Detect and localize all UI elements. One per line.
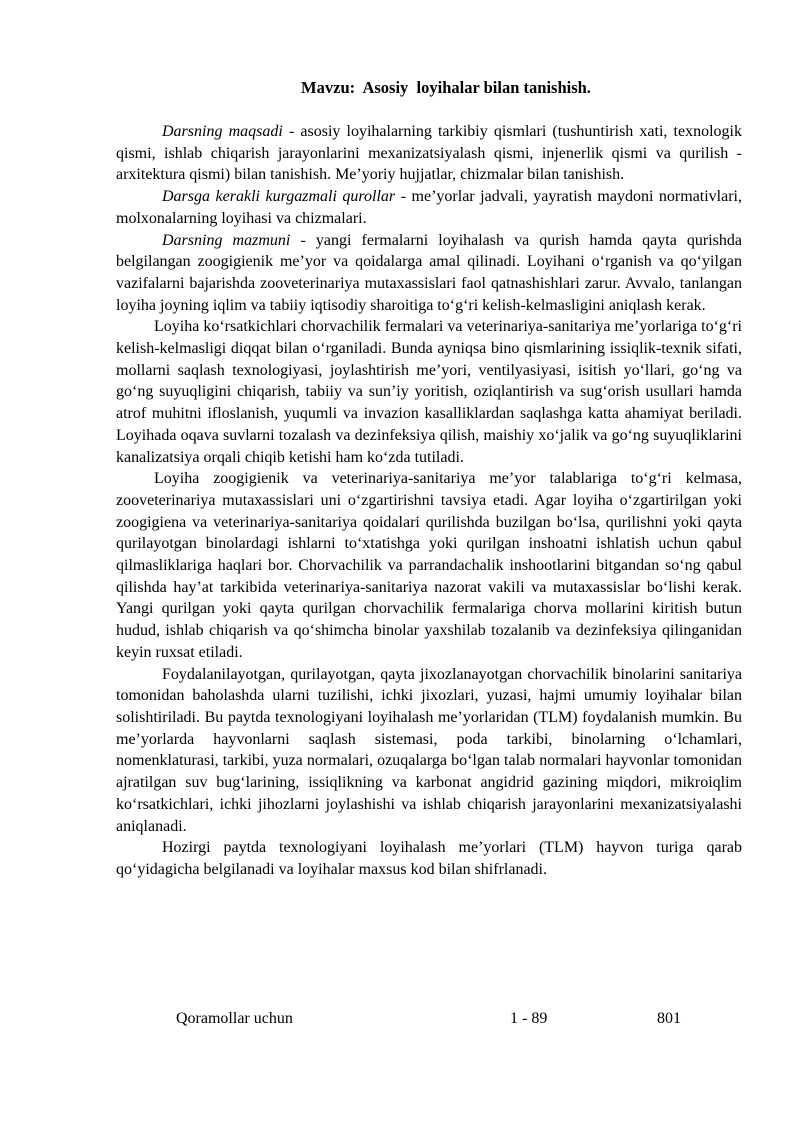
paragraph-text: Loyiha zoogigienik va veterinariya-sanitariya me’yor talablariga to‘g‘ri kelmasa, zooveterinariya mutaxassislari uni o‘zgartirishni tavsiya etadi. Agar loyiha o‘zgartirilgan yoki zoogigiena va veterinariya-sanitariya qoidalari qurilishda buzilgan bo‘lsa, qurilishni yoki qayta qurilayotgan binolardagi ishlarni to‘xtatishga yoki qurilgan inshoatni ishlatish uchun qabul qilmasliklariga haqlari bor. Chorvachilik va parrandachalik inshootlarini bitgandan so‘ng qabul qilishda hay’at tarkibida veterinariya-sanitariya nazorat vakili va mutaxassislar bo‘lishi kerak. Yangi qurilgan yoki qayta qurilgan chorvachilik fermalariga chorva mollarini kiritish butun hudud, ishlab chiqarish va qo‘shimcha binolar yaxshilab tozalanib va dezinfeksiya qilinganidan keyin ruxsat etiladi. (116, 470, 742, 661)
paragraph-lead: Darsga kerakli kurgazmali qurollar (162, 188, 396, 206)
code-table-name: Qoramollar uchun (176, 1010, 293, 1027)
paragraph-text: - yangi fermalarni loyihalash va qurish hamda qayta qurishda belgilangan zoogigienik me’yor va qoidalarga amal qilinadi. Loyihani o‘rganish va qo‘yilgan vazifalarni bajarishda zooveterinariya mutaxassislari faol qatnashishlari zarur. Avvalo, tanlangan loyiha joyning iqlim va tabiiy iqtisodiy sharoitiga to‘g‘ri kelish-kelmasligini aniqlash kerak. (116, 231, 743, 314)
paragraph-text: Loyiha ko‘rsatkichlari chorvachilik fermalari va veterinariya-sanitariya me’yorlariga to‘g‘ri kelish-kelmasligi diqqat bilan o‘rganiladi. Bunda ayniqsa bino qismlarining issiqlik-texnik sifati, mollarni saqlash texnologiyasi, joylashtirish me’yori, ventilyasiyasi, isitish yo‘llari, go‘ng va go‘ng suyuqligini chiqarish, tabiiy va sun’iy yoritish, oziqlantirish va sug‘orish usullari hamda atrof muhitni ifloslanish, yuqumli va invazion kasalliklardan saqlashga katta ahamiyat beriladi. Loyihada oqava suvlarni tozalash va dezinfeksiya qilish, maishiy xo‘jalik va go‘ng suyuqliklarini kanalizatsiya orqali chiqib ketishi ham ko‘zda tutiladi. (116, 318, 742, 466)
page-title: Mavzu: Asosiy loyihalar bilan tanishish. (301, 78, 591, 97)
paragraph-text: Foydalanilayotgan, qurilayotgan, qayta jixozlanayotgan chorvachilik binolarini sanitariya tomonidan baholashda ularni tuzilishi, ichki jixozlari, yuzasi, hajmi umumiy loyihalar bilan solishtiriladi. Bu paytda texnologiyani loyihalash me’yorlaridan (TLM) foydalanish mumkin. Bu me’yorlarda hayvonlarni saqlash sistemasi, poda tarkibi, binolarning o‘lchamlari, nomenklaturasi, tarkibi, yuza normalari, ozuqalarga bo‘lgan talab normalari hayvonlar tomonidan ajratilgan suv bug‘larining, issiqlikning va karbonat angidrid gazining miqdori, mikroiqlim ko‘rsatkichlari, ichki jihozlarni joylashishi va ishlab chiqarish jarayonlarini mexanizatsiyalashi aniqlanadi. (116, 665, 742, 835)
paragraph-evaluation (116, 664, 742, 838)
paragraph-content (116, 230, 742, 317)
paragraph-materials (116, 186, 742, 229)
paragraph-lead: Darsning mazmuni (162, 231, 291, 249)
paragraph-requirements (116, 468, 742, 663)
document-body (116, 121, 742, 881)
paragraph-goal (116, 121, 742, 186)
paragraph-text: - asosiy loyihalarning tarkibiy qismlari (tushuntirish xati, texnologik qismi, ishlab chiqarish jarayonlarini mexanizatsiyalash qismi, injenerlik qismi va qurilish - arxitektura qismi) bilan tanishish. Me’yoriy hujjatlar, chizmalar bilan tanishish. (116, 123, 742, 184)
code-table-number: 801 (657, 1010, 681, 1027)
paragraph-tlm (116, 837, 742, 880)
paragraph-text: - me’yorlar jadvali, yayratish maydoni normativlari, molxonalarning loyihasi va chizmalari. (116, 188, 743, 227)
paragraph-indicators (116, 316, 742, 468)
paragraph-lead: Darsning maqsadi (162, 123, 283, 140)
code-table-row (0, 1009, 800, 1031)
code-table-code: 1 - 89 (510, 1010, 548, 1027)
paragraph-text: Hozirgi paytda texnologiyani loyihalash me’yorlari (TLM) hayvon turiga qarab qo‘yidagicha belgilanadi va loyihalar maxsus kod bilan shifrlanadi. (116, 839, 742, 878)
